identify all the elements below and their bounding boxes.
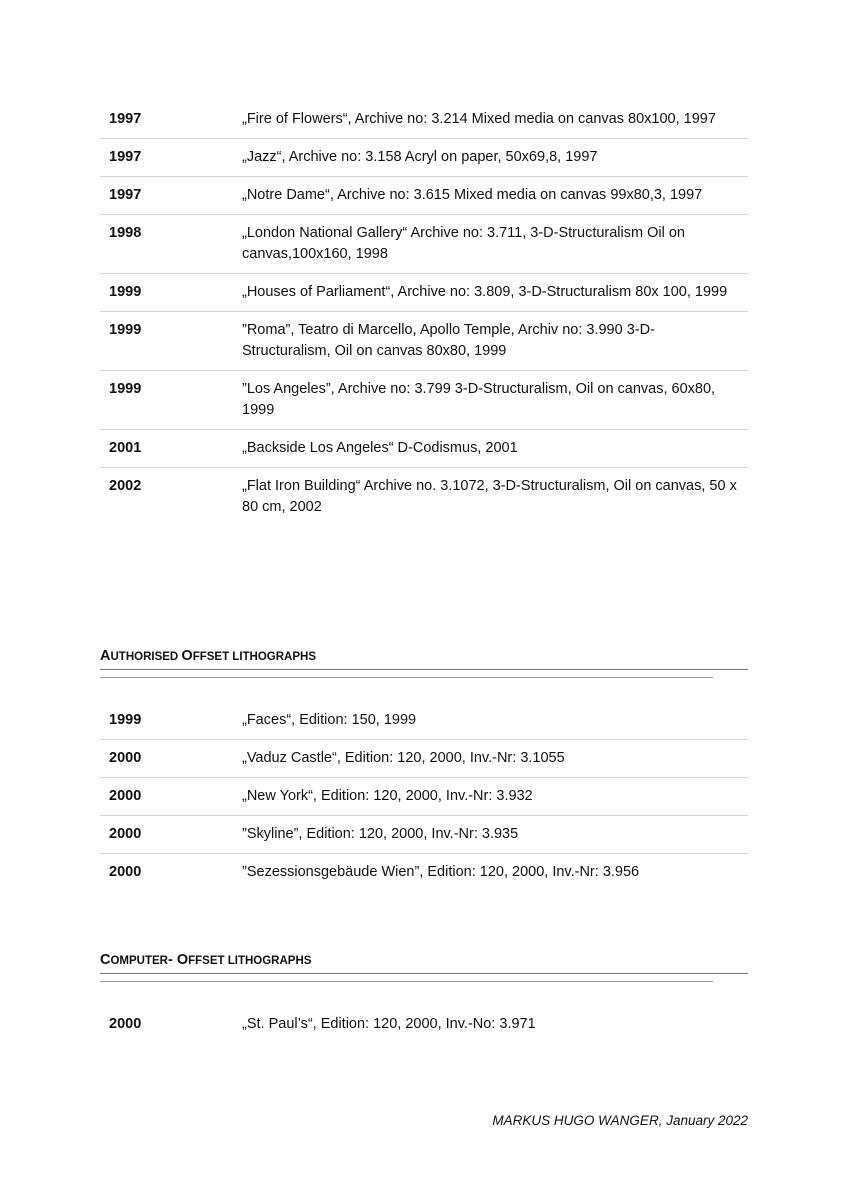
table-row xyxy=(100,139,748,177)
table-row xyxy=(100,740,748,778)
description-cell: ”Skyline”, Edition: 120, 2000, Inv.-Nr: 3.935 xyxy=(242,816,748,854)
heading-text-part: FFSET LITHOGRAPHS xyxy=(188,955,312,967)
description-cell: ”Sezessionsgebäude Wien”, Edition: 120, 2000, Inv.-Nr: 3.956 xyxy=(242,864,640,880)
table-row xyxy=(100,177,748,215)
description-cell: „Faces“, Edition: 150, 1999 xyxy=(242,702,748,740)
heading-accent-divider xyxy=(100,677,713,678)
page-footer: MARKUS HUGO WANGER, January 2022 xyxy=(492,1113,748,1128)
heading-text-part: FFSET LITHOGRAPHS xyxy=(192,651,316,663)
description-cell: „New York“, Edition: 120, 2000, Inv.-Nr: 3.932 xyxy=(242,778,748,816)
section-heading-authorised-offset-lithographs xyxy=(100,648,748,664)
table-row xyxy=(100,468,748,527)
description-cell: „St. Paul’s“, Edition: 120, 2000, Inv.-No: 3.971 xyxy=(242,1016,536,1032)
table-row xyxy=(100,778,748,816)
table-row xyxy=(100,816,748,854)
paintings-table xyxy=(100,101,748,526)
description-cell: ”Roma”, Teatro di Marcello, Apollo Temple, Archiv no: 3.990 3-D-Structuralism, Oil on canvas 80x80, 1999 xyxy=(242,312,748,371)
year-cell: 1999 xyxy=(100,312,242,371)
year-cell: 2000 xyxy=(109,1016,142,1032)
year-cell: 2002 xyxy=(109,478,142,494)
table-row xyxy=(100,1006,748,1043)
description-cell: „Jazz“, Archive no: 3.158 Acryl on paper, 50x69,8, 1997 xyxy=(242,139,748,177)
year-cell: 1997 xyxy=(100,177,242,215)
computer-lithographs-table xyxy=(100,1006,748,1043)
year-cell: 2000 xyxy=(100,816,242,854)
description-cell: „Houses of Parliament“, Archive no: 3.809, 3-D-Structuralism 80x 100, 1999 xyxy=(242,274,748,312)
year-cell: 1998 xyxy=(100,215,242,274)
year-cell: 1999 xyxy=(100,371,242,430)
description-cell: ”Los Angeles”, Archive no: 3.799 3-D-Structuralism, Oil on canvas, 60x80, 1999 xyxy=(242,371,748,430)
heading-text-part: UTHORISED xyxy=(110,651,182,663)
description-cell: „Backside Los Angeles“ D-Codismus, 2001 xyxy=(242,430,748,468)
year-cell: 2001 xyxy=(100,430,242,468)
description-cell: „Fire of Flowers“, Archive no: 3.214 Mixed media on canvas 80x100, 1997 xyxy=(242,101,748,139)
heading-accent-divider xyxy=(100,981,713,982)
year-cell: 2000 xyxy=(100,740,242,778)
section-heading-computer-offset-lithographs xyxy=(100,952,748,968)
table-row xyxy=(100,215,748,274)
table-row xyxy=(100,854,748,892)
year-cell: 1997 xyxy=(100,101,242,139)
heading-text-part: O xyxy=(181,648,193,664)
heading-text-part: C xyxy=(100,952,111,968)
heading-divider xyxy=(100,973,748,974)
heading-text-part: OMPUTER xyxy=(110,955,168,967)
table-row xyxy=(100,101,748,139)
description-cell: „Flat Iron Building“ Archive no. 3.1072, 3-D-Structuralism, Oil on canvas, 50 x 80 cm, 2002 xyxy=(242,478,737,515)
table-row xyxy=(100,312,748,371)
description-cell: „London National Gallery“ Archive no: 3.711, 3-D-Structuralism Oil on canvas,100x160, 1998 xyxy=(242,215,748,274)
year-cell: 1999 xyxy=(100,702,242,740)
table-row xyxy=(100,702,748,740)
description-cell: „Vaduz Castle“, Edition: 120, 2000, Inv.-Nr: 3.1055 xyxy=(242,740,748,778)
heading-text-part: - O xyxy=(167,952,189,968)
table-row xyxy=(100,371,748,430)
authorised-lithographs-table xyxy=(100,702,748,891)
heading-divider xyxy=(100,669,748,670)
year-cell: 2000 xyxy=(100,778,242,816)
description-cell: „Notre Dame“, Archive no: 3.615 Mixed media on canvas 99x80,3, 1997 xyxy=(242,177,748,215)
heading-text-part: A xyxy=(100,648,111,664)
year-cell: 2000 xyxy=(109,864,142,880)
table-row xyxy=(100,430,748,468)
year-cell: 1997 xyxy=(100,139,242,177)
year-cell: 1999 xyxy=(100,274,242,312)
table-row xyxy=(100,274,748,312)
